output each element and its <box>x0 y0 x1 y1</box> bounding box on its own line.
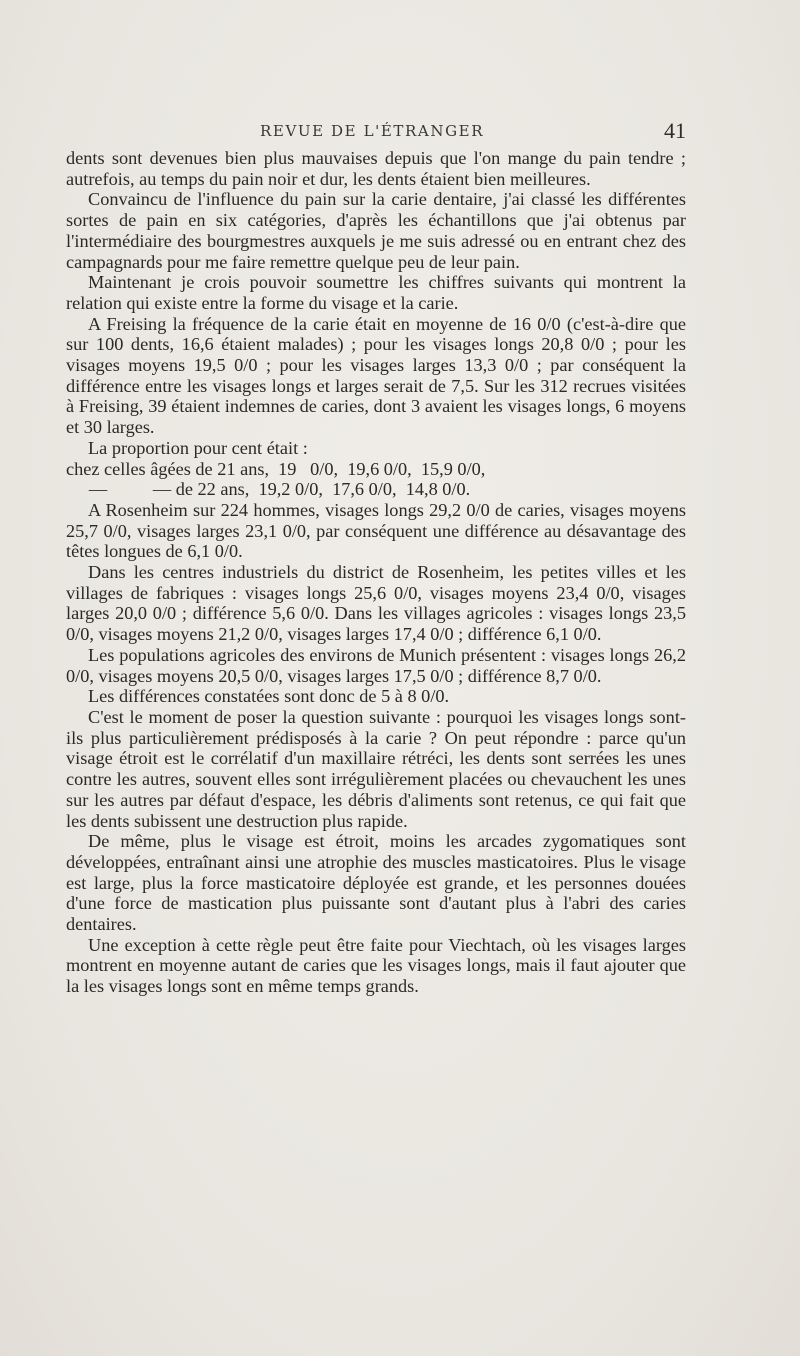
paragraph: Les différences constatées sont donc de 5 à 8 0/0. <box>88 686 450 707</box>
paragraph: Une exception à cette règle peut être faite pour Viechtach, où les visages larges montrent en moyenne autant de caries que les visages longs, mais il faut ajouter que la les visages longs sont en même temps grands. <box>66 934 686 997</box>
body-text <box>66 148 686 997</box>
page-header <box>66 118 686 148</box>
paragraph: A Freising la fréquence de la carie était en moyenne de 16 0/0 (c'est-à-dire que sur 100 dents, 16,6 étaient malades) ; pour les visages longs 20,8 0/0 ; pour les visages moyens 19,5 0/0 ; pour les visages larges 13,3 0/0 ; par conséquent la différence entre les visages longs et larges serait de 7,5. Sur les 312 recrues visitées à Freising, 39 étaient indemnes de caries, dont 3 avaient les visages longs, 6 moyens et 30 larges. <box>66 313 686 438</box>
paragraph: Les populations agricoles des environs de Munich présentent : visages longs 26,2 0/0, visages moyens 20,5 0/0, visages larges 17,5 0/0 ; différence 8,7 0/0. <box>66 644 686 686</box>
paragraph: dents sont devenues bien plus mauvaises depuis que l'on mange du pain tendre ; autrefois, au temps du pain noir et dur, les dents étaient bien meilleures. <box>66 148 686 189</box>
page-number: 41 <box>664 118 686 143</box>
paragraph: De même, plus le visage est étroit, moins les arcades zygomatiques sont développées, entraînant ainsi une atrophie des muscles masticatoires. Plus le visage est large, plus la force masticatoire déployée est grande, et les personnes douées d'une force de mastication plus puissante sont d'autant plus à l'abri des caries dentaires. <box>66 831 686 935</box>
running-title: REVUE DE L'ÉTRANGER <box>260 122 485 140</box>
table-row: chez celles âgées de 21 ans, 19 0/0, 19,6 0/0, 15,9 0/0, <box>66 458 486 479</box>
paragraph: A Rosenheim sur 224 hommes, visages longs 29,2 0/0 de caries, visages moyens 25,7 0/0, visages larges 23,1 0/0, par conséquent une différence au désavantage des têtes longues de 6,1 0/0. <box>66 499 686 562</box>
paragraph: Maintenant je crois pouvoir soumettre les chiffres suivants qui montrent la relation qui existe entre la forme du visage et la carie. <box>66 272 686 313</box>
paragraph: Convaincu de l'influence du pain sur la carie dentaire, j'ai classé les différentes sortes de pain en six catégories, d'après les échantillons que j'ai obtenus par l'intermédiaire des bourgmestres auxquels je me suis adressé ou en entrant chez des campagnards pour me faire remettre quelque peu de leur pain. <box>66 189 686 272</box>
paragraph: C'est le moment de poser la question suivante : pourquoi les visages longs sont-ils plus particulièrement prédisposés à la carie ? On peut répondre : parce qu'un visage étroit est le corrélatif d'un maxillaire rétréci, les dents sont serrées les unes contre les autres, souvent elles sont irrégulièrement placées ou chevauchent les unes sur les autres par défaut d'espace, les débris d'aliments sont retenus, ce qui fait que les dents subissent une destruction plus rapide. <box>66 706 686 831</box>
paragraph: La proportion pour cent était : <box>88 437 308 458</box>
table-row: — — de 22 ans, 19,2 0/0, 17,6 0/0, 14,8 0/0. <box>66 479 471 500</box>
paragraph: Dans les centres industriels du district de Rosenheim, les petites villes et les villages de fabriques : visages longs 25,6 0/0, visages moyens 23,4 0/0, visages larges 20,0 0/0 ; différence 5,6 0/0. Dans les villages agricoles : visages longs 23,5 0/0, visages moyens 21,2 0/0, visages larges 17,4 0/0 ; différence 6,1 0/0. <box>66 562 686 645</box>
